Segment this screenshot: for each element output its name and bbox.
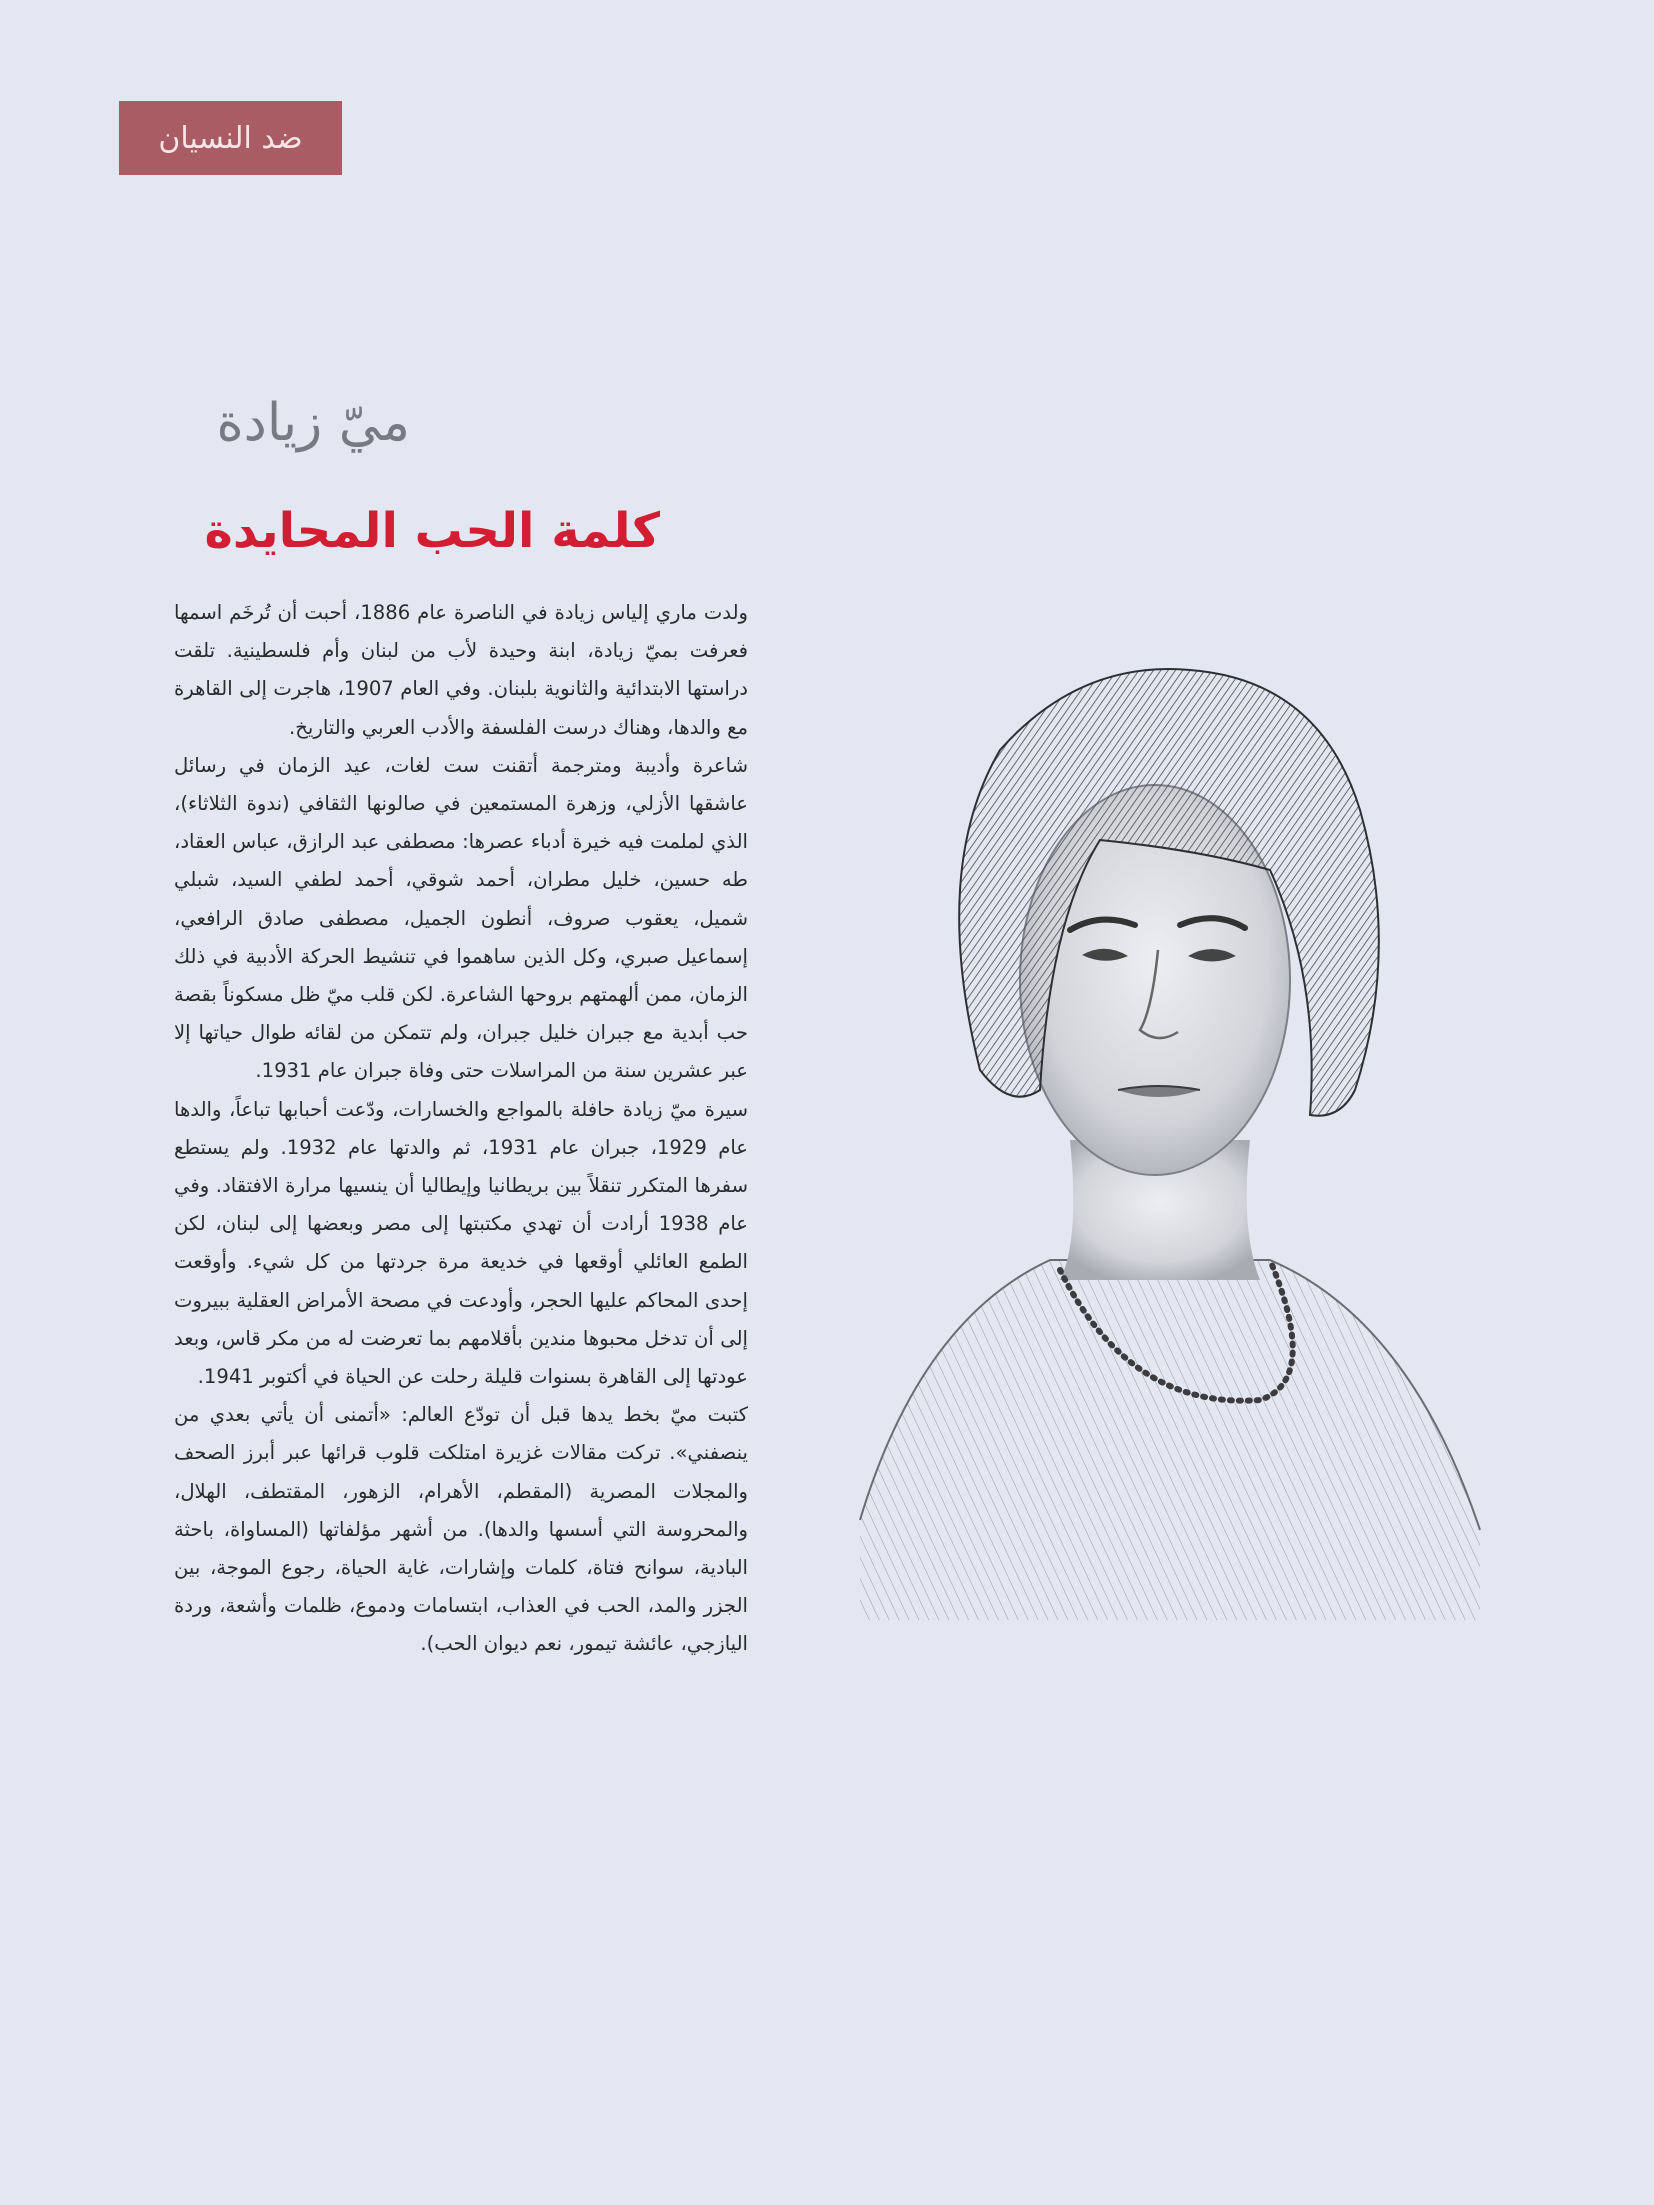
paragraph: سيرة ميّ زيادة حافلة بالمواجع والخسارات، ودّعت أحبابها تباعاً، والدها عام 1929، جبران عام 1931، ثم والدتها عام 1932. ولم يستطع سفرها المتكرر تنقلاً بين بريطانيا وإيطاليا أن ينسيها مرارة الافتقاد. وفي عام 1938 أرادت أن تهدي مكتبتها إلى مصر وبعضها إلى لبنان، لكن الطمع العائلي أوقعها في خديعة مرة جردتها من كل شيء. وأوقعت إحدى المحاكم عليها الحجر، وأودعت في مصحة الأمراض العقلية ببيروت إلى أن تدخل محبوها مندين بأقلامهم بما تعرضت له من مكر قاس، وبعد عودتها إلى القاهرة بسنوات قليلة رحلت عن الحياة في أكتوبر 1941. — [174, 1097, 748, 1389]
author-name: ميّ زيادة — [216, 393, 410, 453]
paragraph: شاعرة وأديبة ومترجمة أتقنت ست لغات، عيد الزمان في رسائل عاشقها الأزلي، وزهرة المستمعين في صالونها الثقافي (ندوة الثلاثاء)، الذي لملمت فيه خيرة أدباء عصرها: مصطفى عبد الرازق، عباس العقاد، طه حسين، خليل مطران، أحمد شوقي، أحمد لطفي السيد، شبلي شميل، يعقوب صروف، أنطون الجميل، مصطفى صادق الرافعي، إسماعيل صبري، وكل الذين ساهموا في تنشيط الحركة الأدبية في ذلك الزمان، ممن ألهمتهم بروحها الشاعرة. لكن قلب ميّ ظل مسكوناً بقصة حب أبدية مع جبران خليل جبران، ولم تتمكن من لقائه طوال حياتها إلا عبر عشرين سنة من المراسلات حتى وفاة جبران عام 1931. — [174, 753, 748, 1083]
paragraph: ولدت ماري إلياس زيادة في الناصرة عام 1886، أحبت أن تُرخَم اسمها فعرفت بميّ زيادة، ابنة وحيدة لأب من لبنان وأم فلسطينية. تلقت دراستها الابتدائية والثانوية بلبنان. وفي العام 1907، هاجرت إلى القاهرة مع والدها، وهناك درست الفلسفة والأدب العربي والتاريخ. — [174, 601, 748, 739]
paragraph: كتبت ميّ بخط يدها قبل أن تودّع العالم: «أتمنى أن يأتي بعدي من ينصفني». تركت مقالات غزيرة امتلكت قلوب قرائها عبر أبرز الصحف والمجلات المصرية (المقطم، الأهرام، الزهور، المقتطف، الهلال، والمحروسة التي أسسها والدها). من أشهر مؤلفاتها (المساواة، باحثة البادية، سوانح فتاة، كلمات وإشارات، غاية الحياة، رجوع الموجة، بين الجزر والمد، الحب في العذاب، ابتسامات ودموع، ظلمات وأشعة، وردة اليازجي، عائشة تيمور، نعم ديوان الحب). — [174, 1403, 748, 1656]
section-tag — [119, 101, 342, 175]
article-title: كلمة الحب المحايدة — [204, 503, 660, 559]
section-tag-label: ضد النسيان — [158, 120, 303, 156]
portrait-sketch — [800, 620, 1520, 1620]
article-body — [174, 594, 748, 1664]
